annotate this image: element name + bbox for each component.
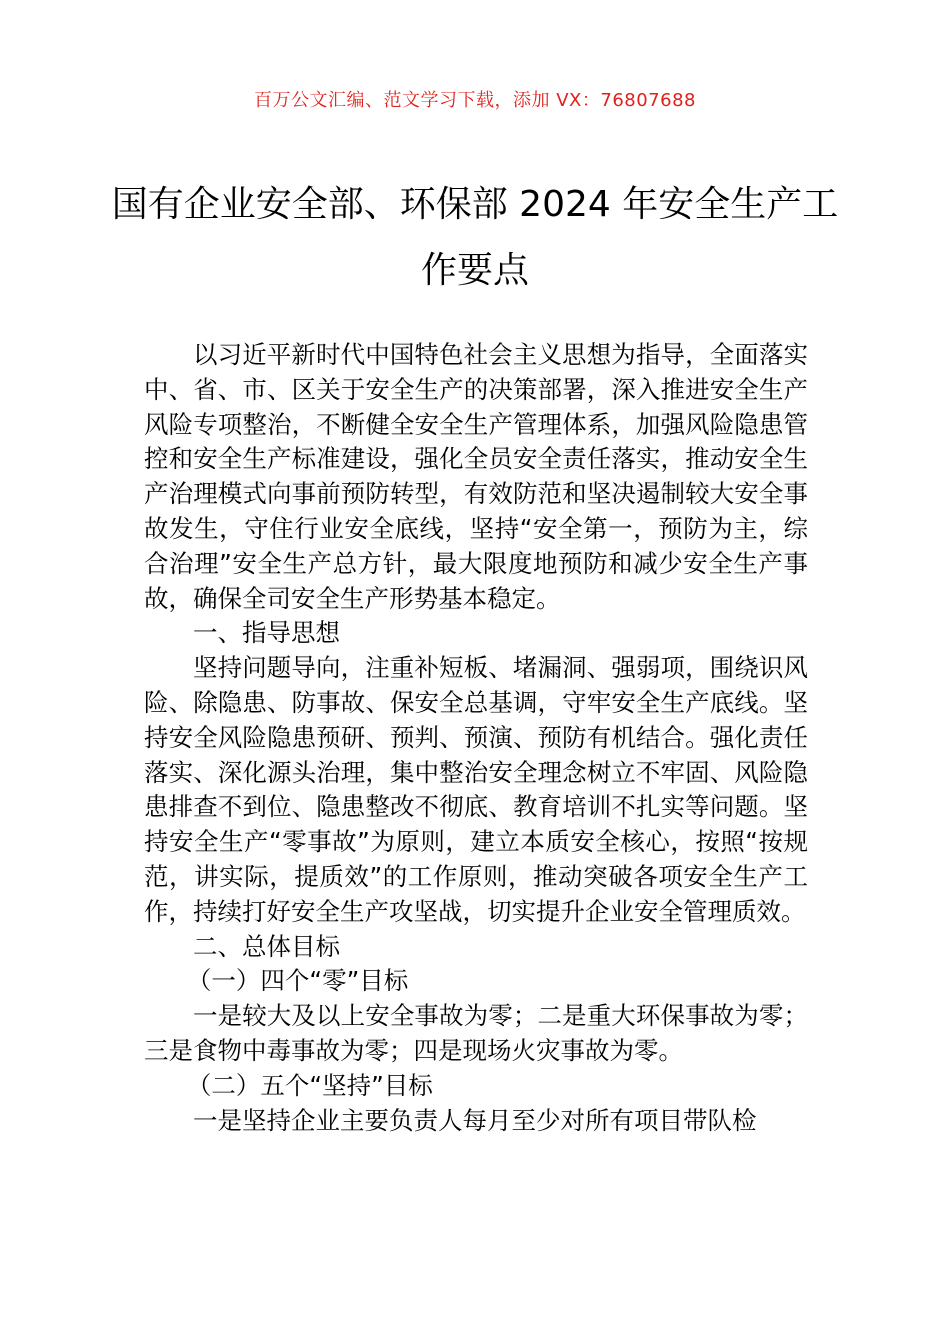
subheading-four-zero-goals: （一）四个“零”目标	[186, 966, 409, 996]
document-body	[144, 338, 808, 1138]
page-title: 国有企业安全部、环保部 2024 年安全生产工作要点	[111, 184, 839, 291]
section-heading-overall-goals: 二、总体目标	[193, 931, 340, 961]
subheading-five-persist-goals: （二）五个“坚持”目标	[186, 1070, 433, 1100]
four-zero-goals-paragraph: 一是较大及以上安全事故为零；二是重大环保事故为零；三是食物中毒事故为零；四是现场火灾事故为零。	[144, 1001, 808, 1065]
intro-paragraph: 以习近平新时代中国特色社会主义思想为指导，全面落实中、省、市、区关于安全生产的决策部署，深入推进安全生产风险专项整治，不断健全安全生产管理体系，加强风险隐患管控和安全生产标准建设，强化全员安全责任落实，推动安全生产治理模式向事前预防转型，有效防范和坚决遏制较大安全事故发生，守住行业安全底线，坚持“安全第一，预防为主，综合治理”安全生产总方针，最大限度地预防和减少安全生产事故，确保全司安全生产形势基本稳定。	[144, 340, 808, 613]
guiding-ideology-paragraph: 坚持问题导向，注重补短板、堵漏洞、强弱项，围绕识风险、除隐患、防事故、保安全总基调，守牢安全生产底线。坚持安全风险隐患预研、预判、预演、预防有机结合。强化责任落实、深化源头治理，集中整治安全理念树立不牢固、风险隐患排查不到位、隐患整改不彻底、教育培训不扎实等问题。坚持安全生产“零事故”为原则，建立本质安全核心，按照“按规范，讲实际，提质效”的工作原则，推动突破各项安全生产工作，持续打好安全生产攻坚战，切实提升企业安全管理质效。	[144, 653, 808, 926]
section-heading-guiding-ideology: 一、指导思想	[193, 618, 340, 648]
header-note: 百万公文汇编、范文学习下载，添加 VX：76807688	[254, 90, 696, 111]
five-persist-goals-paragraph: 一是坚持企业主要负责人每月至少对所有项目带队检	[193, 1105, 757, 1135]
